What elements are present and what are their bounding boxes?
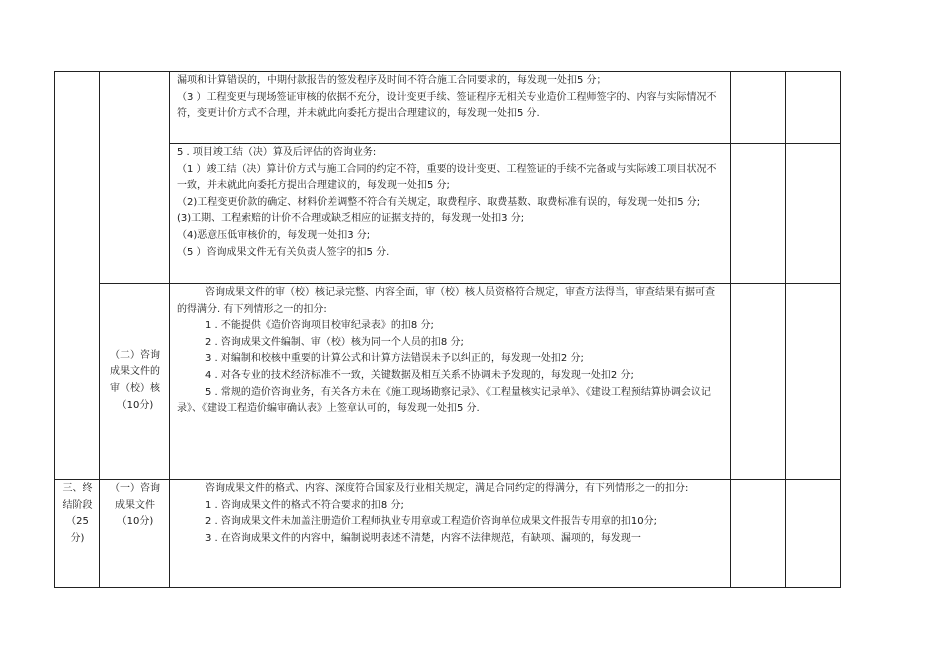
criteria-line: 2 . 咨询成果文件编制、审（校）核为同一个人员的扣8 分;: [205, 336, 464, 348]
criteria-line: 3 . 对编制和校核中重要的计算公式和计算方法错误未予以纠正的，每发现一处扣2 分;: [205, 353, 584, 365]
criteria-line: 漏项和计算错误的，中期付款报告的签发程序及时间不符合施工合同要求的，每发现一处扣5 分；: [177, 75, 607, 86]
criteria-line: （3 ）工程变更与现场签证审核的依据不充分，设计变更手续、签证程序无相关专业造价工程师签字的、内容与实际情况不符，变更计价方式不合理，并未就此向委托方提出合理建议的，每发现一处扣5 分.: [177, 91, 717, 120]
remark-cell: [786, 72, 841, 144]
table-row: [55, 144, 841, 284]
criteria-line: 2 . 咨询成果文件未加盖注册造价工程师执业专用章或工程造价咨询单位成果文件报告专用章的扣10分;: [205, 516, 657, 528]
scoring-table: [54, 71, 841, 588]
item-label: （二）咨询成果文件的审（校）核（10分): [110, 349, 160, 411]
score-cell: [731, 72, 786, 144]
stage-cell-empty: [55, 72, 100, 480]
remark-cell: [786, 284, 841, 480]
item-label-cell: [100, 480, 170, 588]
criteria-line: （4)恶意压低审核价的，每发现一处扣3 分;: [177, 229, 371, 241]
criteria-line: 4 . 对各专业的技术经济标准不一致，关键数据及相互关系不协调未予发现的，每发现一处扣2 分;: [205, 369, 634, 381]
score-cell: [731, 144, 786, 284]
criteria-cell: [170, 72, 731, 144]
remark-cell: [786, 144, 841, 284]
criteria-cell: [170, 144, 731, 284]
remark-cell: [786, 480, 841, 588]
criteria-line: 3 . 在咨询成果文件的内容中，编制说明表述不清楚，内容不法律规范，有缺项、漏项的，每发现一: [205, 532, 641, 544]
item-cell-empty: [100, 72, 170, 284]
criteria-line: 5 . 项目竣工结（决）算及后评估的咨询业务:: [177, 147, 377, 158]
criteria-cell: [170, 284, 731, 480]
criteria-line: 1 . 不能提供《造价咨询项目校审纪录表》的扣8 分;: [205, 320, 434, 332]
criteria-line: 咨询成果文件的审（校）核记录完整、内容全面，审（校）核人员资格符合规定，审查方法得当，审查结果有据可查的得满分. 有下列情形之一的扣分:: [177, 287, 715, 315]
stage-label-cell: [55, 480, 100, 588]
criteria-line: （2)工程变更价款的确定、材料价差调整不符合有关规定，取费程序、取费基数、取费标准有误的，每发现一处扣5 分;: [177, 196, 701, 208]
criteria-line: （5 ）咨询成果文件无有关负责人签字的扣5 分.: [177, 246, 390, 258]
score-cell: [731, 480, 786, 588]
criteria-line: 咨询成果文件的格式、内容、深度符合国家及行业相关规定，满足合同约定的得满分，有下列情形之一的扣分:: [205, 483, 689, 494]
item-label: （一）咨询成果文件（10分): [110, 483, 160, 528]
item-label-cell: [100, 284, 170, 480]
table-row: [55, 72, 841, 144]
criteria-line: (3)工期、工程索赔的计价不合理或缺乏相应的证据支持的，每发现一处扣3 分;: [177, 213, 525, 225]
criteria-line: 5 . 常规的造价咨询业务，有关各方未在《施工现场勘察记录》、《工程量核实记录单》、《建设工程预结算协调会议记录》、《建设工程造价编审确认表》上签章认可的，每发现一处扣5 分.: [177, 386, 711, 415]
table-row: [55, 480, 841, 588]
criteria-line: （1 ）竣工结（决）算计价方式与施工合同的约定不符，重要的设计变更、工程签证的手续不完备或与实际竣工项目状况不一致，并未就此向委托方提出合理建议的，每发现一处扣5 分;: [177, 163, 717, 192]
table-row: [55, 284, 841, 480]
criteria-line: 1 . 咨询成果文件的格式不符合要求的扣8 分;: [205, 499, 404, 511]
criteria-cell: [170, 480, 731, 588]
score-cell: [731, 284, 786, 480]
stage-label: 三、终结阶段（25分): [62, 483, 93, 544]
